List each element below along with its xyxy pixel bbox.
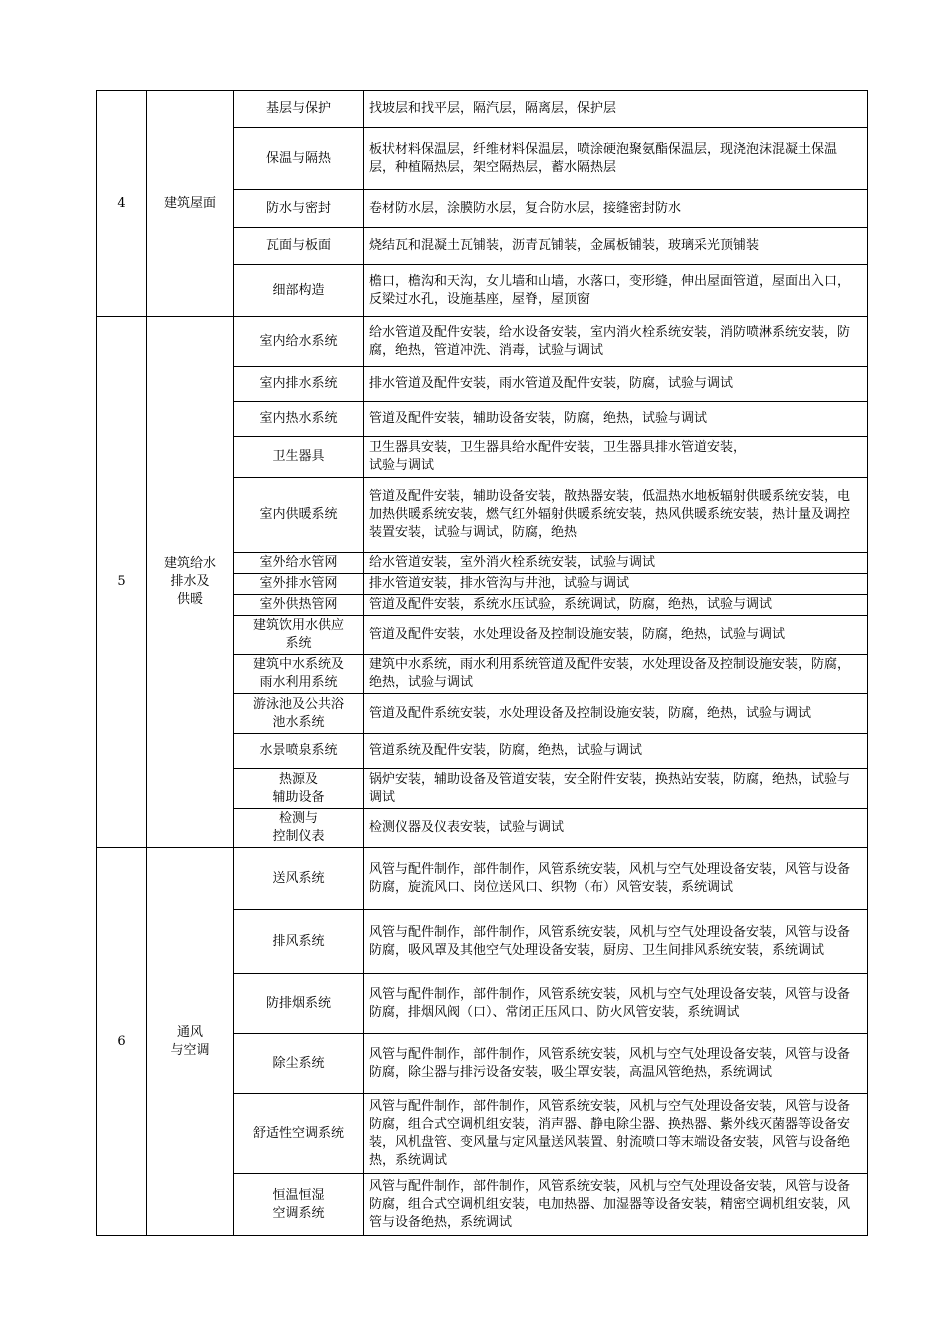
subdivision-table	[96, 90, 868, 1236]
subitem-list: 管道及配件安装，水处理设备及控制设施安装，防腐，绝热，试验与调试	[364, 616, 868, 655]
subdivision-name: 除尘系统	[234, 1034, 364, 1094]
subdivision-name: 检测与 控制仪表	[234, 809, 364, 848]
section-number: 6	[97, 848, 147, 1236]
subdivision-name: 防水与密封	[234, 190, 364, 228]
subdivision-name: 建筑饮用水供应 系统	[234, 616, 364, 655]
subdivision-name: 排风系统	[234, 910, 364, 974]
subitem-list: 烧结瓦和混凝土瓦铺装，沥青瓦铺装，金属板铺装，玻璃采光顶铺装	[364, 228, 868, 265]
subdivision-name: 防排烟系统	[234, 974, 364, 1034]
subdivision-name: 室外供热管网	[234, 595, 364, 616]
subitem-list: 管道及配件安装，系统水压试验，系统调试，防腐，绝热，试验与调试	[364, 595, 868, 616]
subitem-list: 风管与配件制作，部件制作，风管系统安装，风机与空气处理设备安装，风管与设备防腐，排烟风阀（口）、常闭正压风口、防火风管安装，系统调试	[364, 974, 868, 1034]
subdivision-name: 室内供暖系统	[234, 478, 364, 553]
subdivision-name: 基层与保护	[234, 91, 364, 128]
subdivision-name: 细部构造	[234, 265, 364, 317]
subdivision-name: 室内给水系统	[234, 317, 364, 367]
subitem-list: 卫生器具安装，卫生器具给水配件安装，卫生器具排水管道安装， 试验与调试	[364, 437, 868, 478]
subdivision-name: 室内热水系统	[234, 402, 364, 437]
subdivision-name: 送风系统	[234, 848, 364, 910]
subdivision-name: 水景喷泉系统	[234, 734, 364, 769]
section-number: 5	[97, 317, 147, 848]
division-name: 建筑屋面	[147, 91, 234, 317]
subdivision-name: 瓦面与板面	[234, 228, 364, 265]
subitem-list: 管道系统及配件安装，防腐，绝热，试验与调试	[364, 734, 868, 769]
subitem-list: 管道及配件系统安装，水处理设备及控制设施安装，防腐，绝热，试验与调试	[364, 694, 868, 734]
subitem-list: 管道及配件安装，辅助设备安装，散热器安装，低温热水地板辐射供暖系统安装，电加热供暖系统安装，燃气红外辐射供暖系统安装，热风供暖系统安装，热计量及调控装置安装，试验与调试，防腐，绝热	[364, 478, 868, 553]
subitem-list: 风管与配件制作，部件制作，风管系统安装，风机与空气处理设备安装，风管与设备防腐，旋流风口、岗位送风口、织物（布）风管安装，系统调试	[364, 848, 868, 910]
subitem-list: 风管与配件制作，部件制作，风管系统安装，风机与空气处理设备安装，风管与设备防腐，除尘器与排污设备安装，吸尘罩安装，高温风管绝热，系统调试	[364, 1034, 868, 1094]
table-body	[97, 91, 868, 1236]
table-row	[97, 91, 868, 128]
subitem-list: 板状材料保温层，纤维材料保温层，喷涂硬泡聚氨酯保温层，现浇泡沫混凝土保温层，种植隔热层，架空隔热层，蓄水隔热层	[364, 128, 868, 190]
subitem-list: 给水管道及配件安装，给水设备安装，室内消火栓系统安装，消防喷淋系统安装，防腐，绝热，管道冲洗、消毒，试验与调试	[364, 317, 868, 367]
division-name: 通风 与空调	[147, 848, 234, 1236]
table-row	[97, 848, 868, 910]
subdivision-name: 舒适性空调系统	[234, 1094, 364, 1174]
subitem-list: 建筑中水系统，雨水利用系统管道及配件安装，水处理设备及控制设施安装，防腐，绝热，试验与调试	[364, 655, 868, 694]
section-number: 4	[97, 91, 147, 317]
subitem-list: 锅炉安装，辅助设备及管道安装，安全附件安装，换热站安装，防腐，绝热，试验与调试	[364, 769, 868, 809]
division-name: 建筑给水 排水及 供暖	[147, 317, 234, 848]
subitem-list: 排水管道安装，排水管沟与井池，试验与调试	[364, 574, 868, 595]
subitem-list: 卷材防水层，涂膜防水层，复合防水层，接缝密封防水	[364, 190, 868, 228]
subitem-list: 找坡层和找平层，隔汽层，隔离层，保护层	[364, 91, 868, 128]
subitem-list: 排水管道及配件安装，雨水管道及配件安装，防腐，试验与调试	[364, 367, 868, 402]
subdivision-name: 热源及 辅助设备	[234, 769, 364, 809]
subdivision-name: 游泳池及公共浴 池水系统	[234, 694, 364, 734]
subdivision-name: 建筑中水系统及 雨水利用系统	[234, 655, 364, 694]
subitem-list: 给水管道安装，室外消火栓系统安装，试验与调试	[364, 553, 868, 574]
subitem-list: 风管与配件制作，部件制作，风管系统安装，风机与空气处理设备安装，风管与设备防腐，组合式空调机组安装，电加热器、加湿器等设备安装，精密空调机组安装，风管与设备绝热，系统调试	[364, 1174, 868, 1236]
subdivision-name: 恒温恒湿 空调系统	[234, 1174, 364, 1236]
subdivision-name: 保温与隔热	[234, 128, 364, 190]
subdivision-name: 室外给水管网	[234, 553, 364, 574]
subitem-list: 风管与配件制作，部件制作，风管系统安装，风机与空气处理设备安装，风管与设备防腐，组合式空调机组安装，消声器、静电除尘器、换热器、紫外线灭菌器等设备安装，风机盘管、变风量与定风量送风装置、射流喷口等末端设备安装，风管与设备绝热，系统调试	[364, 1094, 868, 1174]
table-row	[97, 317, 868, 367]
subitem-list: 检测仪器及仪表安装，试验与调试	[364, 809, 868, 848]
subdivision-name: 卫生器具	[234, 437, 364, 478]
subitem-list: 管道及配件安装，辅助设备安装，防腐，绝热，试验与调试	[364, 402, 868, 437]
subitem-list: 檐口，檐沟和天沟，女儿墙和山墙，水落口，变形缝，伸出屋面管道，屋面出入口，反梁过水孔，设施基座，屋脊，屋顶窗	[364, 265, 868, 317]
subitem-list: 风管与配件制作，部件制作，风管系统安装，风机与空气处理设备安装，风管与设备防腐，吸风罩及其他空气处理设备安装，厨房、卫生间排风系统安装，系统调试	[364, 910, 868, 974]
subdivision-name: 室外排水管网	[234, 574, 364, 595]
subdivision-name: 室内排水系统	[234, 367, 364, 402]
